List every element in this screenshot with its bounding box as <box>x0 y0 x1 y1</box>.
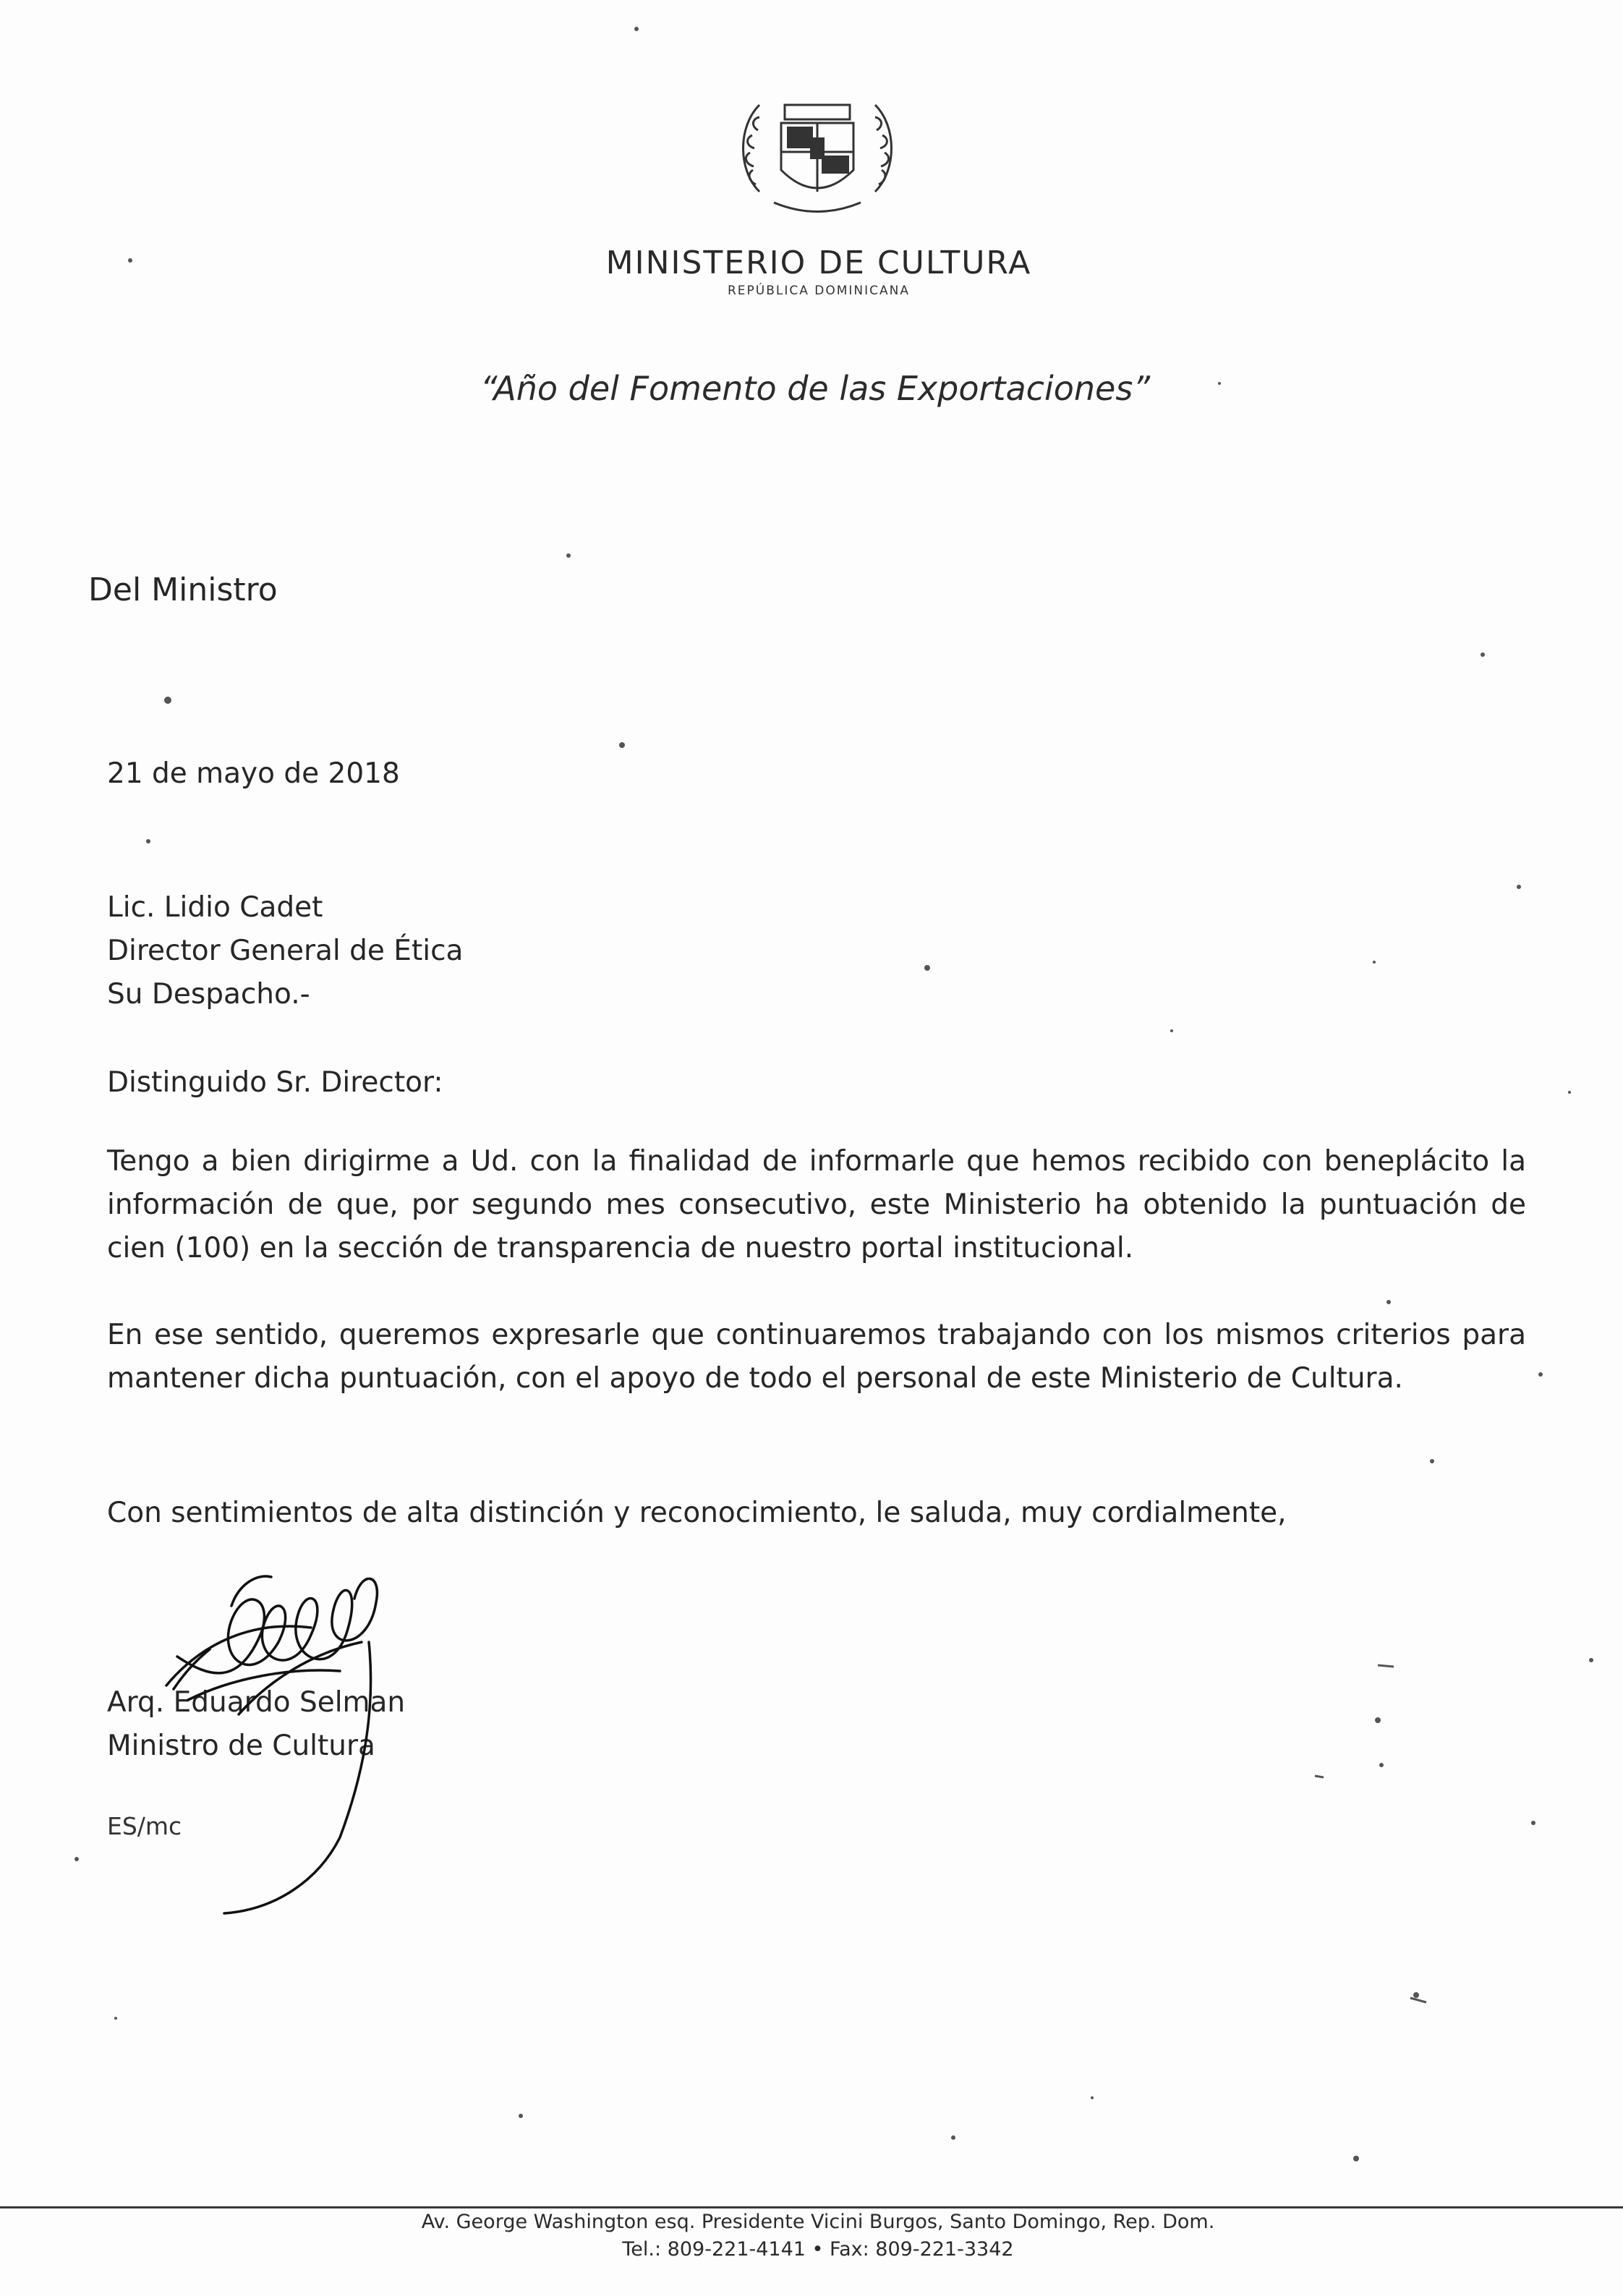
closing-paragraph: Con sentimientos de alta distinción y reconocimiento, le saluda, muy cordialmente, <box>107 1497 1287 1529</box>
recipient-office: Su Despacho.- <box>107 978 310 1011</box>
section-heading: Del Ministro <box>88 571 278 608</box>
year-motto: “Año del Fomento de las Exportaciones” <box>480 369 1151 408</box>
body-paragraph: Tengo a bien dirigirme a Ud. con la finalidad de informarle que hemos recibido con beneplácito la información de que, por segundo mes consecutivo, este Ministerio ha obtenido la puntuación de cien (100) en la sección de transparencia de nuestro portal institucional. <box>107 1145 1526 1264</box>
footer-address: Av. George Washington esq. Presidente Vicini Burgos, Santo Domingo, Rep. Dom. <box>421 2211 1215 2233</box>
salutation: Distinguido Sr. Director: <box>107 1066 443 1099</box>
signer-title: Ministro de Cultura <box>107 1730 375 1762</box>
country-name: REPÚBLICA DOMINICANA <box>727 284 911 298</box>
reference-initials: ES/mc <box>107 1812 182 1840</box>
signature-icon <box>123 1534 470 1924</box>
recipient-title: Director General de Ética <box>107 935 464 967</box>
recipient-block <box>107 886 463 1016</box>
ministry-name: MINISTERIO DE CULTURA <box>605 245 1032 281</box>
recipient-name: Lic. Lidio Cadet <box>107 891 323 924</box>
letter-date: 21 de mayo de 2018 <box>107 757 400 790</box>
coat-of-arms-icon <box>730 83 904 228</box>
body-paragraph: En ese sentido, queremos expresarle que continuaremos trabajando con los mismos criterios para mantener dicha puntuación, con el apoyo de todo el personal de este Ministerio de Cultura. <box>107 1319 1526 1395</box>
footer-divider <box>0 2206 1623 2208</box>
signer-name: Arq. Eduardo Selman <box>107 1686 406 1719</box>
footer-phones: Tel.: 809-221-4141 • Fax: 809-221-3342 <box>622 2238 1014 2261</box>
